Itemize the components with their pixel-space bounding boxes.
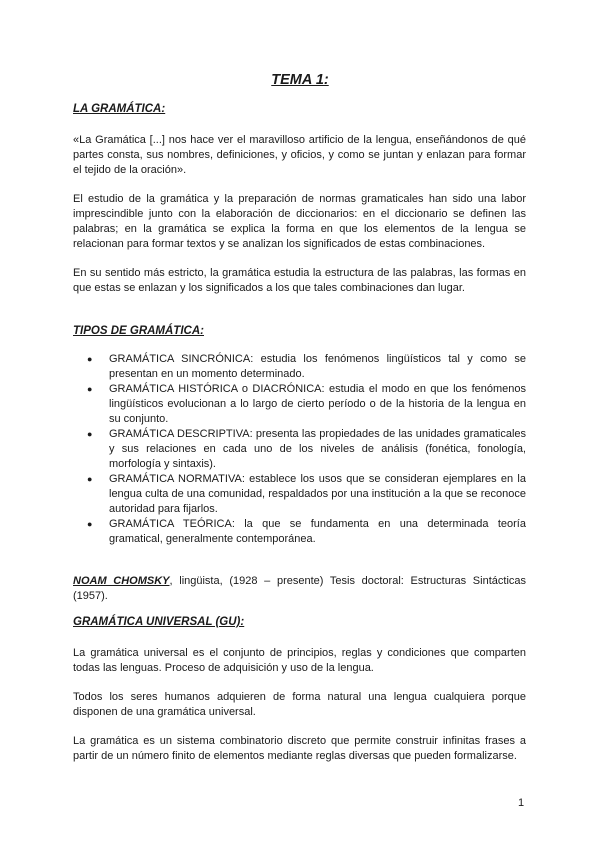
chomsky-name: NOAM CHOMSKY bbox=[73, 575, 170, 587]
paragraph-gu-definicion: La gramática universal es el conjunto de principios, reglas y condiciones que comparten todas las lenguas. Proceso de adquisición y uso de la lengua. bbox=[73, 647, 526, 674]
list-item-text: : estudia los fenómenos lingüísticos tal y como se presentan en un momento determinado. bbox=[109, 353, 527, 380]
bullet-icon: ● bbox=[87, 474, 93, 484]
tipos-list bbox=[73, 352, 526, 547]
list-item bbox=[73, 382, 526, 427]
list-item-term: GRAMÁTICA HISTÓRICA o DIACRÓNICA bbox=[109, 383, 322, 395]
bullet-icon: ● bbox=[87, 354, 93, 364]
list-item-term: GRAMÁTICA TEÓRICA bbox=[109, 518, 232, 530]
list-item-term: GRAMÁTICA NORMATIVA bbox=[109, 473, 242, 485]
chomsky-paragraph bbox=[73, 574, 526, 604]
list-item bbox=[73, 472, 526, 517]
list-item bbox=[73, 352, 526, 382]
heading-la-gramatica: LA GRAMÁTICA: bbox=[73, 103, 166, 115]
list-item-term: GRAMÁTICA SINCRÓNICA bbox=[109, 353, 251, 365]
list-item bbox=[73, 427, 526, 472]
paragraph-gu-seres-humanos: Todos los seres humanos adquieren de forma natural una lengua cualquiera porque disponen de una gramática universal. bbox=[73, 691, 526, 718]
list-item-text: : establece los usos que se consideran ejemplares en la lengua culta de una comunidad, respaldados por una institución a la que se reconoce autoridad para fijarlos. bbox=[109, 473, 526, 515]
bullet-icon: ● bbox=[87, 429, 93, 439]
bullet-icon: ● bbox=[87, 519, 93, 529]
bullet-icon: ● bbox=[87, 384, 93, 394]
list-item-term: GRAMÁTICA DESCRIPTIVA bbox=[109, 428, 250, 440]
page-number: 1 bbox=[518, 797, 525, 809]
paragraph-gu-sistema: La gramática es un sistema combinatorio discreto que permite construir infinitas frases a partir de un número finito de elementos mediante reglas diversas que pueden formalizarse. bbox=[73, 735, 526, 762]
list-item bbox=[73, 517, 526, 547]
paragraph-estudio: El estudio de la gramática y la preparación de normas gramaticales han sido una labor imprescindible junto con la elaboración de diccionarios: en el diccionario se definen las palabras; en la gramática se explica la forma en que los elementos de la lengua se relacionan para formar textos y se analizan los significados de estas combinaciones. bbox=[73, 193, 526, 250]
list-item-text: : presenta las propiedades de las unidades gramaticales y sus relaciones en cada uno de los niveles de análisis (fonética, fonología, morfología y sintaxis). bbox=[109, 428, 527, 470]
page-title: TEMA 1: bbox=[271, 72, 329, 88]
paragraph-sentido-estricto: En su sentido más estricto, la gramática estudia la estructura de las palabras, las formas en que estas se enlazan y los significados a los que tales combinaciones dan lugar. bbox=[73, 267, 526, 294]
list-item-text: : estudia el modo en que los fenómenos lingüísticos evolucionan a lo largo de cierto período o de la historia de la lengua en su conjunto. bbox=[109, 383, 527, 425]
quote-paragraph: «La Gramática [...] nos hace ver el maravilloso artificio de la lengua, enseñándonos de qué partes consta, sus nombres, definiciones, y oficios, y como se juntan y enlazan para formar el tejido de la oración». bbox=[73, 134, 526, 176]
heading-gramatica-universal: GRAMÁTICA UNIVERSAL (GU): bbox=[73, 616, 245, 628]
chomsky-text: , lingüista, (1928 – presente) Tesis doctoral: Estructuras Sintácticas (1957). bbox=[73, 575, 527, 602]
list-item-text: : la que se fundamenta en una determinada teoría gramatical, generalmente contemporánea. bbox=[109, 518, 526, 545]
heading-tipos-de-gramatica: TIPOS DE GRAMÁTICA: bbox=[73, 325, 204, 337]
